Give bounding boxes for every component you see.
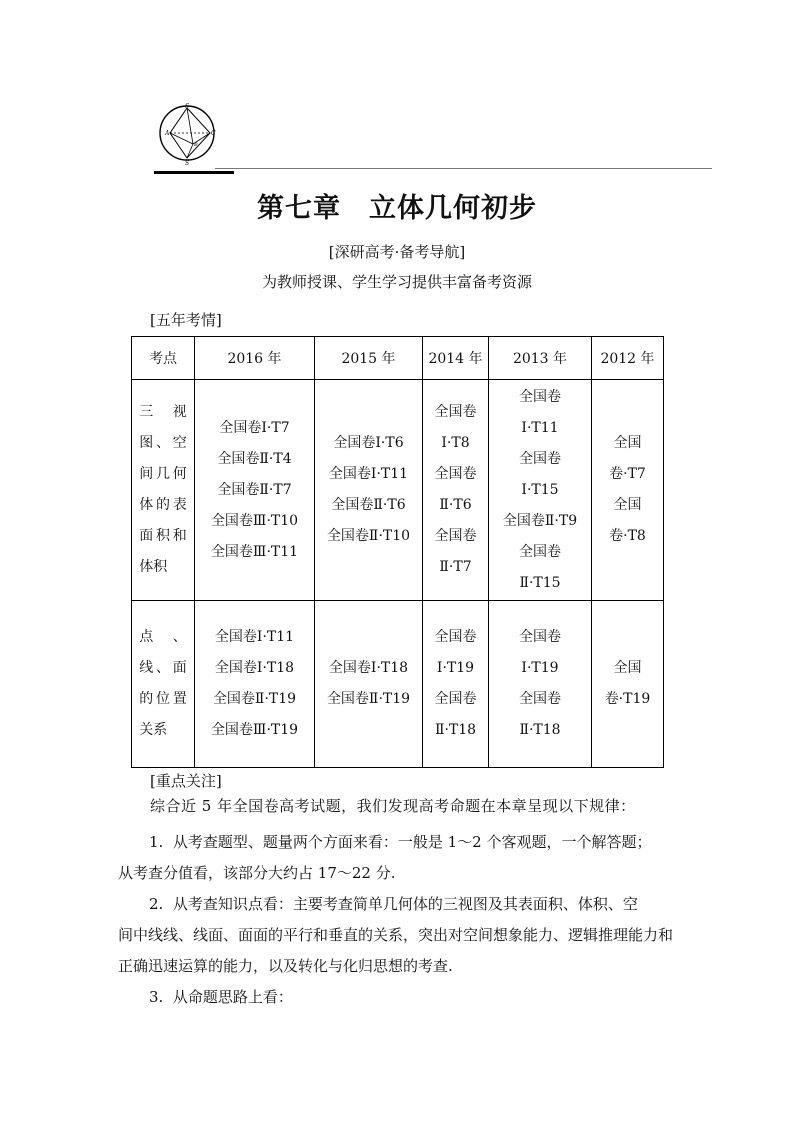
topic-cell <box>132 601 195 768</box>
cell-2015 <box>315 601 423 768</box>
exam-ref: Ⅱ·T18 <box>434 722 477 738</box>
exam-ref: 全国卷Ⅰ·T18 <box>328 660 409 676</box>
cell-2016 <box>195 601 315 768</box>
header-2016: 2016 年 <box>195 337 315 380</box>
focus-summary: 综合近 5 年全国卷高考试题，我们发现高考命题在本章呈现以下规律： <box>150 797 636 815</box>
focus-item-1 <box>118 827 678 889</box>
logo-letter-bottom: S <box>185 160 190 166</box>
chapter-name: 立体几何初步 <box>369 193 537 224</box>
exam-ref: Ⅰ·T8 <box>441 435 470 451</box>
topic-cell <box>132 380 195 601</box>
cell-2012 <box>592 601 664 768</box>
header-rule-accent <box>154 171 234 174</box>
exam-ref: Ⅰ·T19 <box>436 660 475 676</box>
cell-2013 <box>489 601 592 768</box>
exam-ref: 全国卷Ⅱ·T19 <box>212 691 297 707</box>
exam-ref: 全国 <box>613 660 642 676</box>
exam-ref: 全国卷Ⅲ·T19 <box>210 722 299 738</box>
exam-ref: 全国 <box>613 435 642 451</box>
exam-ref: 全国卷 <box>519 543 561 560</box>
exam-ref: 全国卷Ⅱ·T9 <box>502 512 578 529</box>
topic-text: 点、线、面的位置关系 <box>139 629 187 738</box>
exam-ref: 全国卷 <box>519 629 561 645</box>
table-row <box>132 601 664 768</box>
header-logo <box>156 100 222 166</box>
item-number: 3. <box>149 988 164 1006</box>
focus-item-3 <box>118 982 678 1013</box>
exam-ref: 全国卷Ⅰ·T6 <box>333 435 404 451</box>
exam-ref: 全国卷Ⅰ·T11 <box>214 629 295 645</box>
exam-ref: 卷·T19 <box>604 691 651 707</box>
exam-ref: 全国卷Ⅰ·T18 <box>214 660 295 676</box>
header-2012: 2012 年 <box>592 337 664 380</box>
chapter-title <box>0 186 794 225</box>
item-lead: 从命题思路上看： <box>172 988 293 1006</box>
exam-ref: 全国卷 <box>434 629 477 645</box>
exam-ref: 全国卷 <box>434 466 477 482</box>
header-2013: 2013 年 <box>489 337 592 380</box>
exam-ref: 全国卷Ⅱ·T19 <box>326 691 411 707</box>
exam-ref: 卷·T7 <box>609 466 646 482</box>
exam-ref: 全国卷Ⅰ·T11 <box>328 466 409 482</box>
chapter-number: 第七章 <box>257 193 341 224</box>
exam-ref: Ⅱ·T7 <box>439 559 472 575</box>
logo-letter-left: A <box>165 130 170 137</box>
cell-2012 <box>592 380 664 601</box>
header-2015: 2015 年 <box>315 337 423 380</box>
header-topic: 考点 <box>132 337 195 380</box>
cell-2013 <box>489 380 592 601</box>
exam-ref: 全国卷 <box>434 404 477 420</box>
exam-ref: 全国卷 <box>519 388 561 405</box>
logo-letter-top: S <box>185 103 190 110</box>
item-rest: 从考查分值看，该部分大约占 17～22 分. <box>118 864 396 882</box>
header-rule <box>215 168 712 169</box>
topic-text: 三视图、空间几何体的表面积和体积 <box>139 404 187 575</box>
exam-ref: 全国卷Ⅱ·T4 <box>217 450 292 467</box>
exam-ref: 全国 <box>613 497 642 513</box>
table-header-row <box>132 337 664 380</box>
exam-ref: Ⅰ·T15 <box>521 481 559 498</box>
cell-2015 <box>315 380 423 601</box>
exam-ref: 全国卷Ⅱ·T10 <box>326 528 411 544</box>
cell-2016 <box>195 380 315 601</box>
logo-letter-right: C <box>211 130 216 137</box>
focus-label: [重点关注] <box>150 772 222 790</box>
item-number: 1. <box>149 833 164 851</box>
exam-ref: Ⅰ·T19 <box>521 660 559 676</box>
cell-2014 <box>423 601 489 768</box>
header-2014: 2014 年 <box>423 337 489 380</box>
table-row <box>132 380 664 601</box>
exam-ref: 全国卷Ⅰ·T7 <box>219 419 290 436</box>
exam-ref: 全国卷 <box>519 691 561 707</box>
item-rest: 间中线线、线面、面面的平行和垂直的关系，突出对空间想象能力、逻辑推理能力和正确迅速运算的能力，以及转化与化归思想的考查. <box>118 926 674 975</box>
exam-ref: Ⅰ·T11 <box>521 419 559 436</box>
exam-ref: 卷·T8 <box>609 528 646 544</box>
exam-ref: 全国卷 <box>434 528 477 544</box>
item-number: 2. <box>149 895 164 913</box>
item-lead: 从考查题型、题量两个方面来看：一般是 1～2 个客观题，一个解答题； <box>172 833 652 851</box>
exam-ref: 全国卷Ⅲ·T10 <box>210 512 299 529</box>
exam-ref: Ⅱ·T15 <box>519 574 561 591</box>
exam-history-table <box>131 336 664 768</box>
exam-ref: Ⅱ·T18 <box>519 722 561 738</box>
exam-ref: 全国卷Ⅲ·T11 <box>210 543 299 560</box>
exam-ref: 全国卷Ⅱ·T6 <box>331 497 406 513</box>
guide-title: [深研高考·备考导航] <box>328 243 466 261</box>
exam-ref: 全国卷 <box>519 450 561 467</box>
exam-ref: 全国卷Ⅱ·T7 <box>217 481 292 498</box>
five-year-label: [五年考情] <box>150 311 222 329</box>
focus-item-2 <box>118 889 678 982</box>
cell-2014 <box>423 380 489 601</box>
guide-subtitle: 为教师授课、学生学习提供丰富备考资源 <box>261 273 532 291</box>
exam-ref: Ⅱ·T6 <box>439 497 472 513</box>
exam-ref: 全国卷 <box>434 691 477 707</box>
item-lead: 从考查知识点看：主要考查简单几何体的三视图及其表面积、体积、空 <box>172 895 638 913</box>
logo-letter-center: B <box>194 142 198 148</box>
